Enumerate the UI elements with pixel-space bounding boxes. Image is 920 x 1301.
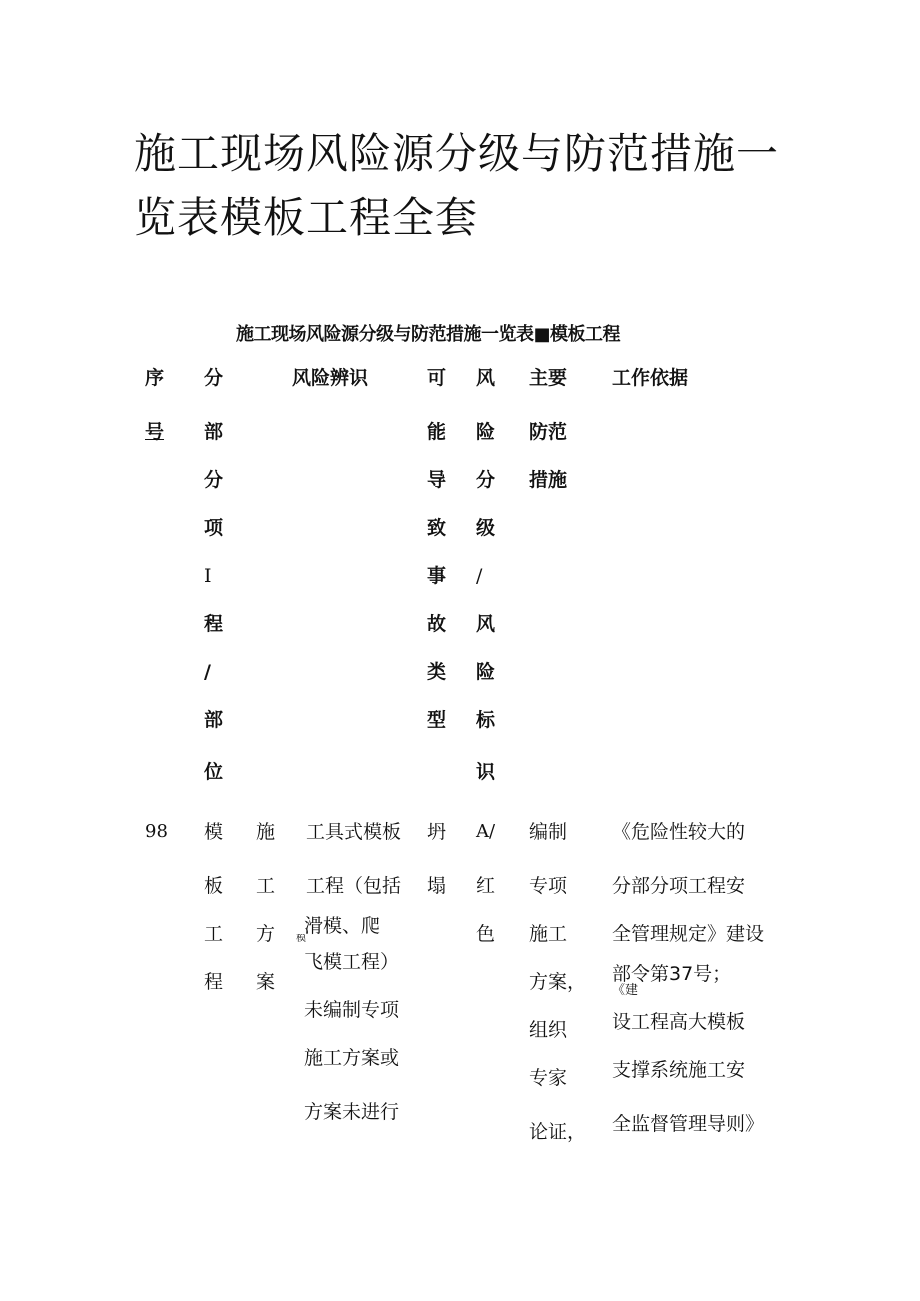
row-basis-line: 《危险性较大的 <box>612 821 746 843</box>
document-title <box>134 122 794 250</box>
header-level-char: 险 <box>476 421 496 443</box>
row-measures <box>529 822 586 1142</box>
header-level-char: 分 <box>476 469 496 491</box>
row-part <box>204 822 223 992</box>
row-measures-line: 论证， <box>529 1121 587 1143</box>
row-risk-line: 施工方案或 <box>304 1047 400 1069</box>
header-measures-line: 防范 <box>529 421 568 443</box>
row-sub-char: 施 <box>256 821 276 843</box>
row-measures-line: 施工 <box>529 923 568 945</box>
header-part-char: 分 <box>204 469 224 491</box>
header-accident-char: 致 <box>427 517 447 539</box>
row-basis-line: 分部分项工程安 <box>612 875 746 897</box>
row-accident-char: 坍 <box>427 821 447 843</box>
header-seq-char: 序 <box>145 367 165 389</box>
row-accident-char: 塌 <box>427 875 447 897</box>
header-measures-line: 措施 <box>529 469 568 491</box>
row-part-char: 板 <box>204 875 224 897</box>
row-measures-line: 组织 <box>529 1019 568 1041</box>
row-part-char: 程 <box>204 971 224 993</box>
header-part-char: I <box>204 565 212 587</box>
row-basis-line: 全监督管理导则》 <box>612 1113 765 1135</box>
row-basis-line: 全管理规定》建设 <box>612 923 765 945</box>
header-accident-char: 型 <box>427 709 447 731</box>
row-risk-line: 工程（包括 <box>306 875 402 897</box>
title-line-1: 施工现场风险源分级与防范措施一 <box>134 129 780 178</box>
header-level-char: 标 <box>476 709 496 731</box>
row-risk-line: 飞模工程） <box>304 951 400 973</box>
row-risk-line: 工具式模板 <box>306 821 402 843</box>
header-seq <box>145 368 164 442</box>
row-level-char: A/ <box>476 821 496 842</box>
header-level-char: 险 <box>476 661 496 683</box>
header-level-char: 风 <box>476 613 496 635</box>
row-level <box>476 822 495 944</box>
header-part-char: 分 <box>204 367 224 389</box>
header-measures <box>529 368 567 490</box>
header-accident-char: 故 <box>427 613 447 635</box>
row-risk-line: 滑模、爬 <box>304 915 381 937</box>
title-line-2: 览表模板工程全套 <box>134 193 479 242</box>
header-accident-char: 能 <box>427 421 447 443</box>
header-accident-char: 可 <box>427 367 447 389</box>
header-part-char: / <box>204 661 211 683</box>
row-basis-line: 设工程高大模板 <box>612 1011 746 1033</box>
row-basis <box>612 822 764 1134</box>
header-measures-line: 主要 <box>529 367 568 389</box>
header-accident-char: 导 <box>427 469 447 491</box>
header-accident-char: 类 <box>427 661 447 683</box>
row-measures-line: 专项 <box>529 875 568 897</box>
row-sub-char: 工 <box>256 875 276 897</box>
row-sub-char: 方 <box>256 923 276 945</box>
row-level-char: 红 <box>476 875 496 897</box>
header-level-char: 识 <box>476 761 496 783</box>
row-sub-char: 案 <box>256 971 276 993</box>
header-part-char: 位 <box>204 761 224 783</box>
row-risk-line: 模 <box>296 934 306 944</box>
header-seq-char: 号 <box>145 421 165 443</box>
row-seq: 98 <box>145 821 168 842</box>
header-level-char: 级 <box>476 517 496 539</box>
row-basis-line: 支撑系统施工安 <box>612 1059 746 1081</box>
header-basis: 工作依据 <box>612 367 689 389</box>
row-level-char: 色 <box>476 923 496 945</box>
row-part-char: 工 <box>204 923 224 945</box>
header-part-char: 部 <box>204 709 224 731</box>
header-accident <box>427 368 446 730</box>
row-basis-line: 部令第37号； <box>612 963 732 985</box>
header-part-char: 项 <box>204 517 224 539</box>
header-level-char: 风 <box>476 367 496 389</box>
row-accident <box>427 822 446 896</box>
table-subtitle: 施工现场风险源分级与防范措施一览表■模板工程 <box>236 324 621 345</box>
row-basis-line: 《建 <box>612 983 639 998</box>
header-level-char: / <box>476 565 483 587</box>
row-risk <box>296 821 402 1123</box>
row-measures-line: 方案， <box>529 971 587 993</box>
header-risk-level <box>476 368 495 782</box>
row-part-char: 模 <box>204 821 224 843</box>
header-risk-identify: 风险辨识 <box>292 367 369 389</box>
header-part-char: 部 <box>204 421 224 443</box>
header-accident-char: 事 <box>427 565 447 587</box>
header-part <box>204 368 223 782</box>
row-risk-line: 方案未进行 <box>304 1101 400 1123</box>
row-measures-line: 专家 <box>529 1067 568 1089</box>
row-measures-line: 编制 <box>529 821 568 843</box>
row-risk-line: 未编制专项 <box>304 999 400 1021</box>
header-part-char: 程 <box>204 613 224 635</box>
row-sub <box>256 822 275 992</box>
